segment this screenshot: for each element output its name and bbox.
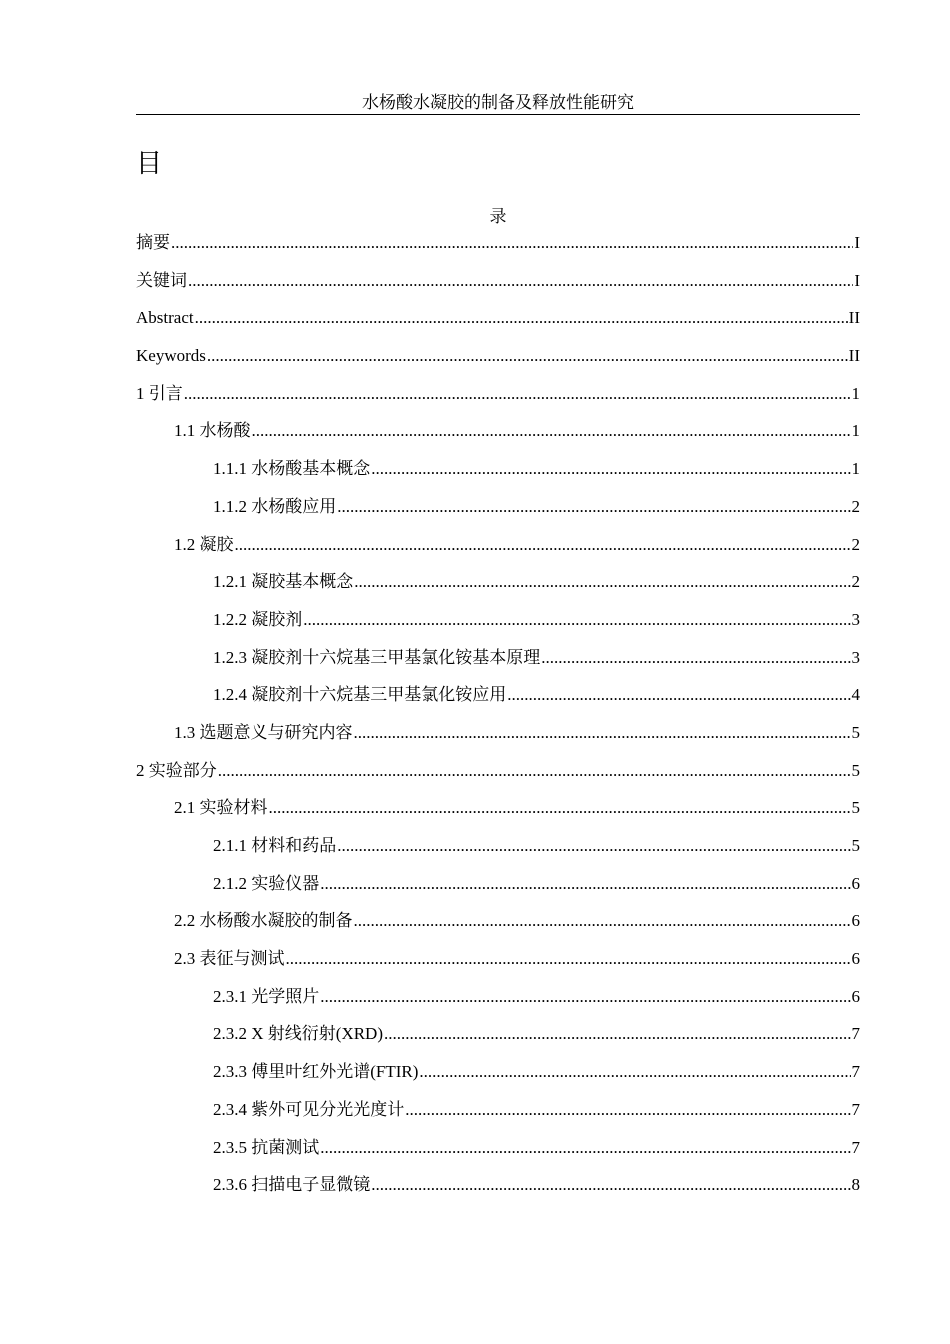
toc-entry[interactable]: [136, 756, 860, 794]
toc-entry-page: I: [854, 270, 860, 290]
toc-entry-page: 6: [851, 873, 860, 893]
toc-entry-label: 2.3.1 光学照片: [213, 986, 320, 1006]
toc-entry[interactable]: [136, 492, 860, 530]
toc-entry[interactable]: [136, 718, 860, 756]
toc-entry-label: 1.3 选题意义与研究内容: [174, 722, 353, 742]
toc-entry-label: 摘要: [136, 233, 170, 252]
table-of-contents: [136, 228, 860, 1208]
toc-leader-dots: [235, 532, 851, 558]
toc-entry-label: Keywords: [136, 346, 206, 366]
toc-entry-page: 2: [851, 572, 860, 592]
toc-entry[interactable]: [136, 266, 860, 304]
toc-entry-page: 6: [851, 986, 860, 1006]
toc-entry-label: Abstract: [136, 308, 194, 328]
toc-leader-dots: [354, 569, 850, 595]
toc-entry[interactable]: [136, 831, 860, 869]
toc-leader-dots: [507, 682, 850, 708]
toc-entry-page: 7: [851, 1024, 860, 1044]
toc-entry-label: 2.1.2 实验仪器: [213, 873, 320, 893]
toc-entry[interactable]: [136, 341, 860, 379]
toc-entry[interactable]: [136, 793, 860, 831]
toc-entry-page: 5: [851, 836, 860, 855]
toc-leader-dots: [419, 1059, 850, 1085]
toc-entry-page: 7: [851, 1062, 860, 1082]
toc-leader-dots: [354, 720, 851, 746]
toc-leader-dots: [195, 305, 848, 331]
toc-entry-page: 2: [851, 534, 860, 554]
toc-leader-dots: [337, 494, 850, 520]
toc-entry-page: 3: [851, 647, 860, 667]
toc-entry[interactable]: [136, 605, 860, 643]
toc-entry-page: II: [848, 308, 860, 328]
toc-leader-dots: [171, 230, 853, 256]
toc-leader-dots: [303, 607, 850, 633]
toc-entry-page: 1: [851, 383, 860, 403]
toc-entry-label: 1.2.1 凝胶基本概念: [213, 572, 354, 592]
toc-leader-dots: [269, 795, 851, 821]
toc-entry[interactable]: [136, 530, 860, 568]
toc-leader-dots: [207, 343, 848, 369]
toc-entry[interactable]: [136, 567, 860, 605]
toc-leader-dots: [286, 946, 851, 972]
toc-entry-page: 5: [851, 722, 860, 742]
toc-entry[interactable]: [136, 1019, 860, 1057]
toc-entry-page: 6: [851, 949, 860, 969]
toc-leader-dots: [371, 456, 850, 482]
toc-entry-label: 2.3.2 X 射线衍射(XRD): [213, 1024, 383, 1044]
toc-entry-label: 2.1 实验材料: [174, 798, 268, 818]
toc-entry[interactable]: [136, 643, 860, 681]
toc-entry[interactable]: [136, 1057, 860, 1095]
toc-entry-label: 1.1.2 水杨酸应用: [213, 496, 337, 516]
toc-entry-page: 2: [851, 496, 860, 516]
toc-entry-page: 5: [851, 798, 860, 818]
toc-entry-page: 6: [851, 911, 860, 931]
toc-entry-page: II: [848, 346, 860, 366]
toc-entry-page: 3: [851, 609, 860, 629]
toc-entry[interactable]: [136, 944, 860, 982]
toc-entry-label: 2.3.3 傅里叶红外光谱(FTIR): [213, 1062, 419, 1082]
toc-entry-label: 2.3.4 紫外可见分光光度计: [213, 1099, 405, 1119]
toc-entry-label: 1.1 水杨酸: [174, 421, 251, 441]
toc-entry[interactable]: [136, 869, 860, 907]
toc-leader-dots: [320, 1135, 850, 1161]
toc-leader-dots: [371, 1172, 850, 1198]
toc-entry-label: 1.2.4 凝胶剂十六烷基三甲基氯化铵应用: [213, 685, 507, 705]
toc-entry-label: 1.2 凝胶: [174, 534, 234, 554]
toc-entry-label: 1.1.1 水杨酸基本概念: [213, 459, 371, 479]
toc-entry-page: 4: [851, 685, 860, 705]
toc-entry-label: 2.1.1 材料和药品: [213, 836, 337, 855]
toc-entry-page: 8: [851, 1175, 860, 1195]
toc-entry[interactable]: [136, 1170, 860, 1208]
toc-entry-label: 关键词: [136, 270, 187, 290]
toc-entry[interactable]: [136, 416, 860, 454]
toc-leader-dots: [337, 833, 850, 859]
toc-entry-page: I: [854, 233, 860, 252]
running-header: 水杨酸水凝胶的制备及释放性能研究: [362, 93, 634, 112]
toc-leader-dots: [320, 871, 850, 897]
toc-leader-dots: [252, 418, 851, 444]
toc-entry-page: 1: [851, 421, 860, 441]
toc-leader-dots: [188, 268, 853, 294]
toc-entry-label: 2.2 水杨酸水凝胶的制备: [174, 911, 353, 931]
toc-leader-dots: [541, 645, 850, 671]
toc-entry[interactable]: [136, 1095, 860, 1133]
toc-entry-label: 2.3 表征与测试: [174, 949, 285, 969]
toc-entry-page: 1: [851, 459, 860, 479]
toc-leader-dots: [320, 984, 850, 1010]
toc-title-char-2: 录: [489, 207, 507, 226]
toc-entry[interactable]: [136, 680, 860, 718]
toc-leader-dots: [405, 1097, 850, 1123]
toc-title-char-1: 目: [136, 149, 163, 179]
toc-leader-dots: [218, 758, 851, 784]
toc-entry[interactable]: [136, 982, 860, 1020]
toc-entry[interactable]: [136, 303, 860, 341]
toc-entry[interactable]: [136, 379, 860, 417]
toc-leader-dots: [184, 381, 851, 407]
toc-entry-label: 1.2.2 凝胶剂: [213, 609, 303, 629]
toc-entry-page: 7: [851, 1137, 860, 1157]
toc-entry[interactable]: [136, 1133, 860, 1171]
toc-entry-label: 1.2.3 凝胶剂十六烷基三甲基氯化铵基本原理: [213, 647, 541, 667]
toc-entry-label: 2.3.5 抗菌测试: [213, 1137, 320, 1157]
toc-leader-dots: [384, 1021, 851, 1047]
toc-entry[interactable]: [136, 454, 860, 492]
header-divider: [136, 114, 860, 115]
toc-entry[interactable]: [136, 228, 860, 266]
toc-entry-label: 2 实验部分: [136, 760, 217, 780]
toc-leader-dots: [354, 908, 851, 934]
toc-entry-label: 2.3.6 扫描电子显微镜: [213, 1175, 371, 1195]
toc-entry[interactable]: [136, 906, 860, 944]
toc-entry-page: 7: [851, 1099, 860, 1119]
toc-entry-label: 1 引言: [136, 383, 183, 403]
toc-entry-page: 5: [851, 760, 860, 780]
